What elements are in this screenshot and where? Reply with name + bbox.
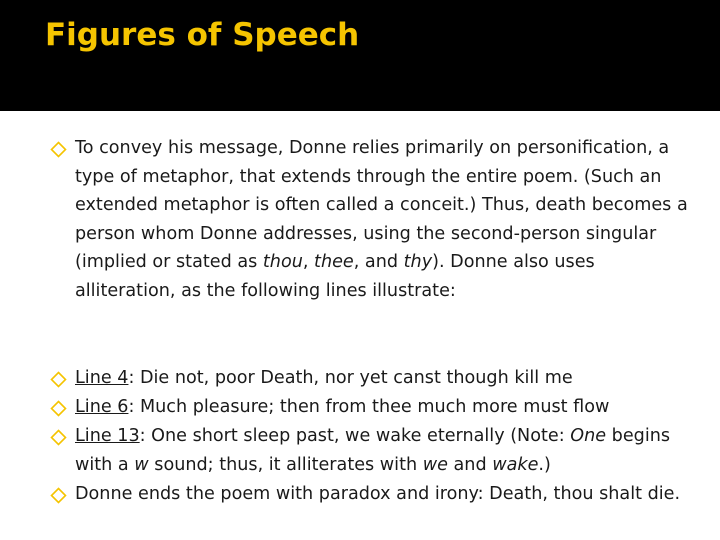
text-run: , — [302, 252, 315, 273]
bullet-text — [75, 422, 690, 479]
text-run: sound; thus, it alliterates with — [148, 454, 423, 475]
text-run: and — [447, 454, 493, 475]
text-run: ). Donne also uses alliteration, as the following lines illustrate: — [75, 252, 595, 301]
bullet-text: Donne ends the poem with paradox and irony: Death, thou shalt die. — [75, 484, 681, 504]
italic-word: wake — [492, 454, 539, 475]
diamond-outline-icon — [50, 141, 67, 158]
text-run: : Much pleasure; then from thee much more must flow — [128, 397, 610, 417]
text-run: , and — [353, 252, 404, 273]
diamond-outline-icon — [50, 400, 67, 417]
line-label: Line 4 — [75, 368, 129, 388]
text-run: .) — [538, 454, 551, 475]
bullet-text — [75, 393, 690, 422]
italic-word: we — [422, 454, 448, 475]
text-run: begins with a — [75, 426, 671, 475]
italic-word: w — [134, 454, 149, 475]
italic-word: thou — [262, 252, 303, 273]
italic-word: One — [570, 426, 607, 446]
slide-title: Figures of Speech — [45, 17, 360, 53]
text-run: : Die not, poor Death, nor yet canst though kill me — [128, 368, 573, 388]
diamond-outline-icon — [50, 429, 67, 446]
line-label: Line 6 — [75, 397, 129, 417]
bullet-text — [75, 134, 690, 306]
line-label: Line 13 — [75, 426, 140, 446]
diamond-outline-icon — [50, 487, 67, 504]
bullet-text — [75, 364, 690, 393]
diamond-outline-icon — [50, 371, 67, 388]
text-run: To convey his message, Donne relies primarily on personification, a type of metaphor, that extends through the entire poem. (Such an extended metaphor is often called a conceit.) Thus, death becomes a person whom Donne addresses, using the second-person singular (implied or stated as — [75, 138, 688, 273]
italic-word: thee — [314, 252, 354, 273]
italic-word: thy — [403, 252, 433, 273]
text-run: : One short sleep past, we wake eternally (Note: — [139, 426, 571, 446]
